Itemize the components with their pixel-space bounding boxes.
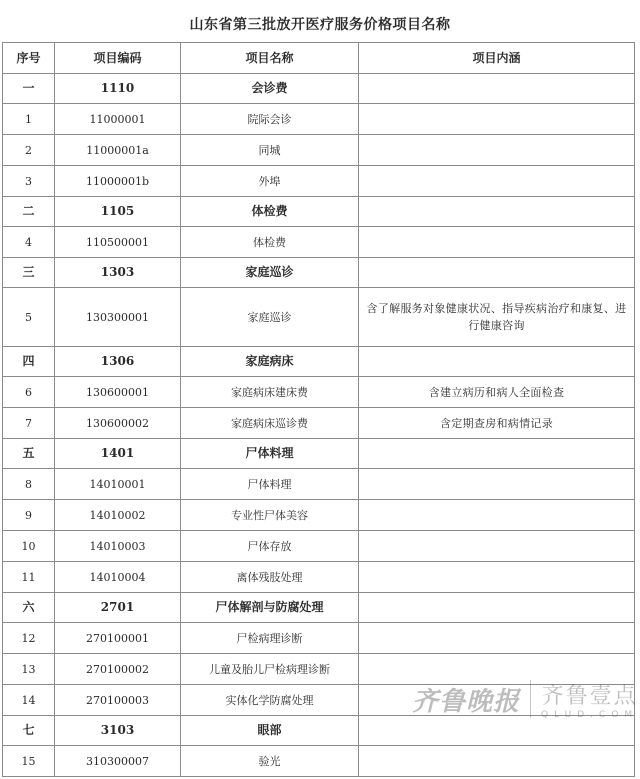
section-row [3,439,635,469]
cell-serial: 13 [3,654,55,685]
cell-code: 310300007 [55,746,181,777]
cell-name: 家庭病床巡诊费 [181,408,359,439]
watermark-newspaper-logo: 齐鲁晚报 [412,686,521,717]
cell-code: 14010002 [55,500,181,531]
header-serial: 序号 [3,43,55,74]
cell-description [359,469,635,500]
cell-serial: 11 [3,562,55,593]
section-row [3,347,635,377]
header-description: 项目内涵 [359,43,635,74]
table-row [3,166,635,197]
section-row [3,74,635,104]
cell-description: 含建立病历和病人全面检查 [359,377,635,408]
cell-serial: 2 [3,135,55,166]
cell-serial: 三 [3,258,55,288]
cell-code: 1105 [55,197,181,227]
watermark-divider [530,680,531,718]
cell-serial: 一 [3,74,55,104]
cell-code: 270100001 [55,623,181,654]
cell-serial: 五 [3,439,55,469]
cell-name: 同城 [181,135,359,166]
cell-description [359,562,635,593]
table-row [3,562,635,593]
cell-code: 130600001 [55,377,181,408]
cell-serial: 10 [3,531,55,562]
cell-serial: 四 [3,347,55,377]
cell-name: 尸体解剖与防腐处理 [181,593,359,623]
cell-code: 1110 [55,74,181,104]
table-row [3,531,635,562]
cell-code: 270100003 [55,685,181,716]
cell-description [359,531,635,562]
cell-code: 14010004 [55,562,181,593]
table-row [3,408,635,439]
cell-serial: 14 [3,685,55,716]
cell-code: 1401 [55,439,181,469]
cell-description [359,623,635,654]
section-row [3,593,635,623]
table-row [3,377,635,408]
cell-description [359,74,635,104]
cell-description [359,746,635,777]
table-row [3,227,635,258]
table-row [3,500,635,531]
cell-serial: 六 [3,593,55,623]
cell-description: 含定期查房和病情记录 [359,408,635,439]
cell-name: 儿童及胎儿尸检病理诊断 [181,654,359,685]
cell-serial: 12 [3,623,55,654]
cell-name: 专业性尸体美容 [181,500,359,531]
table-row [3,135,635,166]
cell-description [359,593,635,623]
cell-serial: 5 [3,288,55,347]
cell-serial: 七 [3,716,55,746]
watermark-app-name: 齐鲁壹点 [541,683,638,709]
watermark-app-url: QLUD.COM [541,709,639,720]
cell-code: 110500001 [55,227,181,258]
header-code: 项目编码 [55,43,181,74]
cell-name: 家庭巡诊 [181,288,359,347]
table-row [3,623,635,654]
cell-description [359,197,635,227]
cell-name: 实体化学防腐处理 [181,685,359,716]
cell-name: 尸体存放 [181,531,359,562]
cell-serial: 15 [3,746,55,777]
cell-code: 11000001b [55,166,181,197]
cell-code: 130300001 [55,288,181,347]
cell-serial: 1 [3,104,55,135]
cell-name: 外埠 [181,166,359,197]
cell-code: 3103 [55,716,181,746]
table-row [3,104,635,135]
cell-description: 含了解服务对象健康状况、指导疾病治疗和康复、进行健康咨询 [359,288,635,347]
table-row [3,288,635,347]
cell-description [359,347,635,377]
table-row [3,746,635,777]
watermark [412,672,640,726]
cell-serial: 6 [3,377,55,408]
watermark-app-logo [541,679,638,720]
section-row [3,258,635,288]
cell-description [359,500,635,531]
cell-code: 14010001 [55,469,181,500]
cell-name: 家庭病床 [181,347,359,377]
cell-name: 尸体料理 [181,439,359,469]
cell-name: 验光 [181,746,359,777]
cell-code: 11000001 [55,104,181,135]
cell-code: 270100002 [55,654,181,685]
cell-code: 1303 [55,258,181,288]
cell-code: 1306 [55,347,181,377]
cell-serial: 3 [3,166,55,197]
cell-name: 家庭巡诊 [181,258,359,288]
header-name: 项目名称 [181,43,359,74]
cell-name: 眼部 [181,716,359,746]
cell-description [359,258,635,288]
cell-name: 离体残肢处理 [181,562,359,593]
cell-name: 尸检病理诊断 [181,623,359,654]
cell-serial: 7 [3,408,55,439]
cell-description [359,135,635,166]
cell-name: 会诊费 [181,74,359,104]
table-row [3,469,635,500]
cell-code: 11000001a [55,135,181,166]
price-items-table [2,42,635,777]
cell-code: 2701 [55,593,181,623]
cell-name: 家庭病床建床费 [181,377,359,408]
cell-name: 体检费 [181,227,359,258]
cell-code: 14010003 [55,531,181,562]
cell-name: 尸体料理 [181,469,359,500]
cell-serial: 8 [3,469,55,500]
cell-serial: 二 [3,197,55,227]
section-row [3,197,635,227]
cell-description [359,166,635,197]
cell-name: 体检费 [181,197,359,227]
cell-serial: 9 [3,500,55,531]
cell-name: 院际会诊 [181,104,359,135]
table-header-row [3,43,635,74]
cell-description [359,439,635,469]
cell-description [359,227,635,258]
cell-code: 130600002 [55,408,181,439]
cell-serial: 4 [3,227,55,258]
cell-description [359,104,635,135]
document-title: 山东省第三批放开医疗服务价格项目名称 [189,17,451,33]
